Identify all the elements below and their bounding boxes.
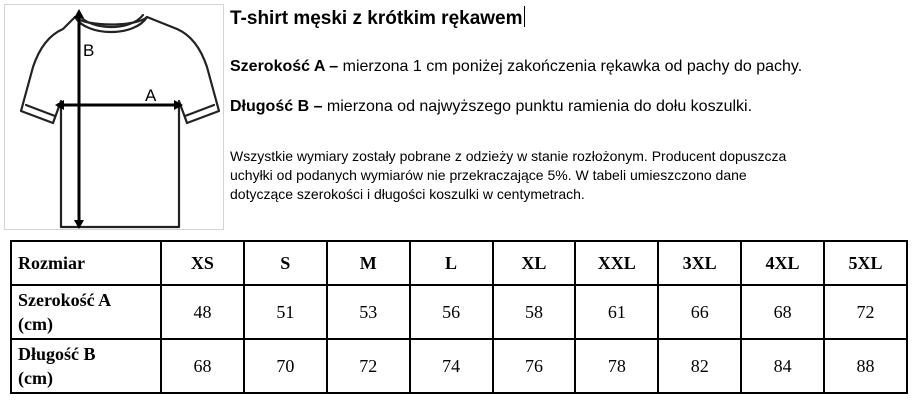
size-header-cell: XS bbox=[161, 241, 244, 285]
note-line: uchyłki od podanych wymiarów nie przekraczające 5%. W tabeli umieszczono dane bbox=[230, 167, 747, 183]
definition-b-term: Długość B – bbox=[230, 98, 323, 115]
text-cursor bbox=[524, 6, 525, 27]
measurement-note bbox=[230, 147, 900, 204]
table-cell: 84 bbox=[741, 339, 824, 393]
definition-b-text: mierzona od najwyższego punktu ramienia do dołu koszulki. bbox=[322, 98, 753, 115]
size-table bbox=[10, 240, 908, 394]
size-header-cell: 5XL bbox=[824, 241, 907, 285]
size-header-cell: L bbox=[410, 241, 493, 285]
tshirt-diagram bbox=[4, 4, 224, 230]
table-cell: 76 bbox=[493, 339, 576, 393]
table-cell: 72 bbox=[327, 339, 410, 393]
size-header-cell: XXL bbox=[575, 241, 658, 285]
row-label-line: Szerokość A bbox=[18, 290, 112, 310]
table-cell: 66 bbox=[658, 285, 741, 339]
table-cell: 72 bbox=[824, 285, 907, 339]
row-label-unit: (cm) bbox=[18, 368, 53, 388]
note-line: dotyczące szerokości i długości koszulki w centymetrach. bbox=[230, 186, 585, 202]
table-cell: 51 bbox=[244, 285, 327, 339]
definition-a-text: mierzona 1 cm poniżej zakończenia rękawka od pachy do pachy. bbox=[338, 58, 803, 75]
size-header-cell: M bbox=[327, 241, 410, 285]
definition-a-term: Szerokość A – bbox=[230, 58, 339, 75]
definition-length-b bbox=[230, 98, 752, 116]
row-label-width-a bbox=[11, 285, 161, 339]
label-b: B bbox=[83, 41, 95, 60]
table-cell: 68 bbox=[161, 339, 244, 393]
definition-width-a bbox=[230, 58, 802, 76]
size-header-cell: S bbox=[244, 241, 327, 285]
table-cell: 68 bbox=[741, 285, 824, 339]
table-cell: 53 bbox=[327, 285, 410, 339]
row-label-length-b bbox=[11, 339, 161, 393]
tshirt-outline-icon bbox=[5, 5, 225, 231]
table-cell: 88 bbox=[824, 339, 907, 393]
size-header-cell: 3XL bbox=[658, 241, 741, 285]
size-header-label: Rozmiar bbox=[11, 241, 161, 285]
row-label-line: Długość B bbox=[18, 344, 96, 364]
note-line: Wszystkie wymiary zostały pobrane z odzieży w stanie rozłożonym. Producent dopuszcza bbox=[230, 148, 787, 164]
row-label-unit: (cm) bbox=[18, 314, 53, 334]
table-cell: 78 bbox=[575, 339, 658, 393]
table-row-width-a bbox=[11, 285, 907, 339]
table-cell: 74 bbox=[410, 339, 493, 393]
size-header-cell: XL bbox=[493, 241, 576, 285]
page-title bbox=[230, 6, 525, 30]
title-text: T-shirt męski z krótkim rękawem bbox=[230, 8, 523, 29]
size-header-cell: 4XL bbox=[741, 241, 824, 285]
table-cell: 70 bbox=[244, 339, 327, 393]
table-cell: 82 bbox=[658, 339, 741, 393]
table-row-length-b bbox=[11, 339, 907, 393]
table-cell: 61 bbox=[575, 285, 658, 339]
table-cell: 58 bbox=[493, 285, 576, 339]
table-cell: 48 bbox=[161, 285, 244, 339]
table-cell: 56 bbox=[410, 285, 493, 339]
label-a: A bbox=[145, 86, 157, 105]
size-header-row bbox=[11, 241, 907, 285]
